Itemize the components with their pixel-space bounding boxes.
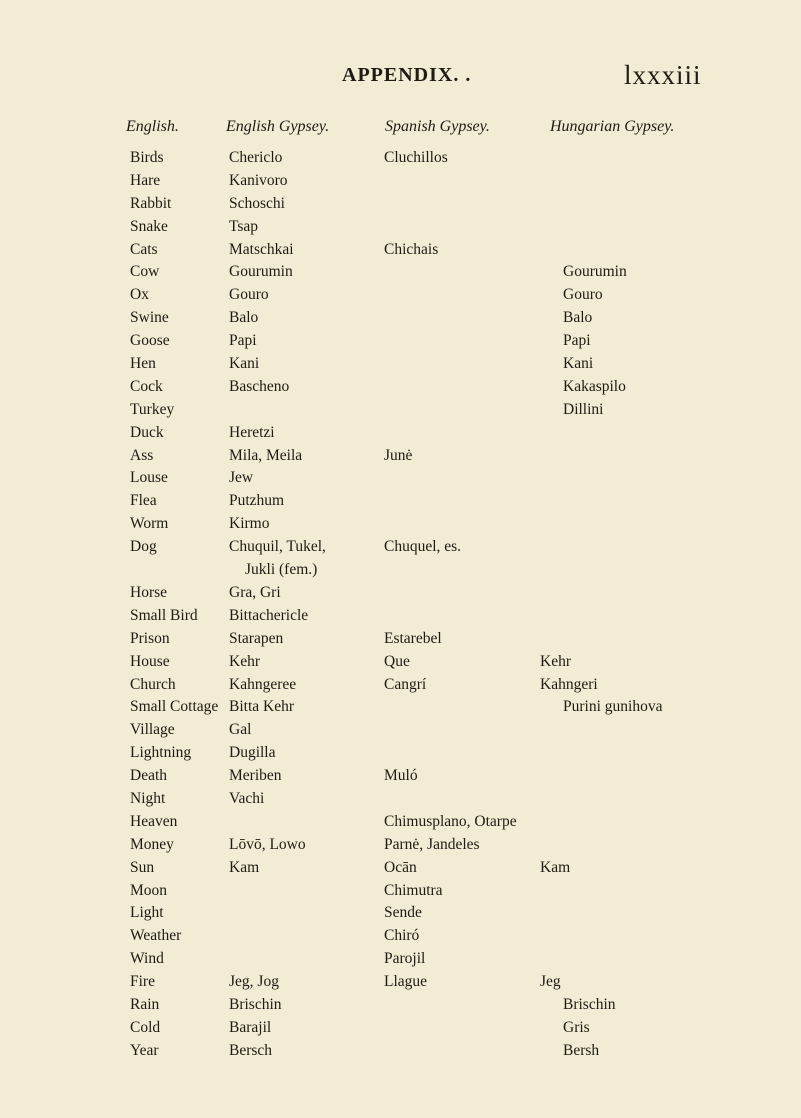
english-word: Ass	[130, 446, 154, 464]
english-gypsey-word: Mila, Meila	[229, 446, 303, 464]
table-row	[0, 674, 801, 697]
hungarian-gypsey-word: Gris	[563, 1018, 590, 1036]
table-row	[0, 742, 801, 765]
spanish-gypsey-word: Muló	[384, 767, 418, 785]
table-row	[0, 994, 801, 1017]
english-word: Louse	[130, 469, 168, 487]
english-gypsey-word: Kani	[229, 355, 260, 373]
column-headers	[0, 118, 801, 142]
table-row	[0, 399, 801, 422]
english-gypsey-word: Schoschi	[229, 194, 285, 212]
spanish-gypsey-word: Que	[384, 652, 410, 670]
table-row	[0, 651, 801, 674]
english-gypsey-word: Kehr	[229, 652, 260, 670]
table-row	[0, 376, 801, 399]
hungarian-gypsey-word: Balo	[563, 309, 593, 327]
table-row	[0, 330, 801, 353]
english-word: Small Cottage	[130, 698, 219, 716]
english-word: Moon	[130, 881, 168, 899]
english-word: Fire	[130, 973, 155, 991]
running-head: APPENDIX. .	[342, 64, 472, 86]
english-word: Cow	[130, 263, 160, 281]
english-gypsey-word: Vachi	[229, 789, 265, 807]
english-gypsey-word: Kahngeree	[229, 675, 297, 693]
hungarian-gypsey-word: Purini gunihova	[563, 698, 663, 716]
hungarian-gypsey-word: Gouro	[563, 286, 603, 304]
english-gypsey-word: Kam	[229, 858, 260, 876]
table-row	[0, 445, 801, 468]
hungarian-gypsey-word: Kehr	[540, 652, 571, 670]
spanish-gypsey-word: Ocān	[384, 858, 417, 876]
english-word: Wind	[130, 950, 164, 968]
english-word: Turkey	[130, 400, 175, 418]
spanish-gypsey-word: Parojil	[384, 950, 426, 968]
english-word: House	[130, 652, 170, 670]
table-row	[0, 490, 801, 513]
column-header-hungarian-gypsey: Hungarian Gypsey.	[550, 118, 675, 135]
column-header-spanish-gypsey: Spanish Gypsey.	[385, 118, 490, 135]
english-word: Rain	[130, 995, 160, 1013]
hungarian-gypsey-word: Jeg	[540, 973, 561, 991]
english-gypsey-word: Papi	[229, 332, 257, 350]
table-row	[0, 605, 801, 628]
english-word: Cock	[130, 377, 163, 395]
hungarian-gypsey-word: Gourumin	[563, 263, 627, 281]
hungarian-gypsey-word: Papi	[563, 332, 591, 350]
spanish-gypsey-word: Cangrí	[384, 675, 427, 693]
english-word: Night	[130, 789, 166, 807]
english-word: Church	[130, 675, 176, 693]
hungarian-gypsey-word: Bersh	[563, 1041, 600, 1059]
english-word: Light	[130, 904, 164, 922]
english-word: Sun	[130, 858, 155, 876]
english-gypsey-word: Meriben	[229, 767, 282, 785]
spanish-gypsey-word: Cluchillos	[384, 149, 448, 166]
spanish-gypsey-word: Chiró	[384, 927, 420, 945]
english-gypsey-word: Brischin	[229, 995, 282, 1013]
english-gypsey-word: Chericlo	[229, 149, 283, 166]
table-row	[0, 284, 801, 307]
english-gypsey-word: Heretzi	[229, 423, 275, 441]
table-row	[0, 948, 801, 971]
table-row	[0, 261, 801, 284]
table-row	[0, 239, 801, 262]
english-word: Year	[130, 1041, 159, 1059]
hungarian-gypsey-word: Brischin	[563, 995, 616, 1013]
table-row	[0, 1017, 801, 1040]
english-word: Money	[130, 835, 174, 853]
english-gypsey-word: Bersch	[229, 1041, 273, 1059]
table-row	[0, 307, 801, 330]
english-word: Duck	[130, 423, 164, 441]
spanish-gypsey-word: Chichais	[384, 240, 439, 258]
english-word: Ox	[130, 286, 149, 304]
table-row	[0, 902, 801, 925]
english-gypsey-word-line: Chuquil, Tukel,	[229, 538, 326, 556]
english-word: Heaven	[130, 812, 178, 830]
english-gypsey-word-continuation: Jukli (fem.)	[245, 561, 318, 579]
table-row	[0, 193, 801, 216]
table-row	[0, 422, 801, 445]
english-gypsey-word: Jeg, Jog	[229, 973, 279, 991]
english-word: Prison	[130, 629, 170, 647]
english-gypsey-word: Balo	[229, 309, 259, 327]
english-gypsey-word: Lōvō, Lowo	[229, 835, 306, 853]
table-row	[0, 811, 801, 834]
english-word: Horse	[130, 583, 168, 601]
table-row	[0, 628, 801, 651]
table-row	[0, 719, 801, 742]
page-header	[0, 60, 801, 98]
spanish-gypsey-word: Sende	[384, 904, 422, 922]
english-gypsey-word: Kanivoro	[229, 171, 288, 189]
table-row	[0, 147, 801, 170]
table-row	[0, 467, 801, 490]
english-gypsey-word: Bittachericle	[229, 606, 309, 624]
column-header-english: English.	[126, 118, 179, 135]
english-word: Goose	[130, 332, 170, 350]
hungarian-gypsey-word: Kakaspilo	[563, 377, 626, 395]
hungarian-gypsey-word: Kam	[540, 858, 571, 876]
table-row	[0, 765, 801, 788]
english-gypsey-word: Gourumin	[229, 263, 293, 281]
english-word: Hare	[130, 171, 161, 189]
table-row	[0, 353, 801, 376]
table-row	[0, 788, 801, 811]
english-gypsey-word: Barajil	[229, 1018, 272, 1036]
hungarian-gypsey-word: Kani	[563, 355, 594, 373]
column-header-english-gypsey: English Gypsey.	[226, 118, 330, 135]
english-word: Village	[130, 721, 175, 739]
english-word: Lightning	[130, 744, 192, 762]
english-gypsey-word: Bascheno	[229, 377, 290, 395]
english-word: Swine	[130, 309, 169, 327]
table-row	[0, 1040, 801, 1063]
spanish-gypsey-word: Junė	[384, 446, 413, 464]
spanish-gypsey-word: Llague	[384, 973, 428, 991]
table-row	[0, 971, 801, 994]
english-gypsey-word: Gouro	[229, 286, 269, 304]
english-word: Hen	[130, 355, 156, 373]
english-word: Dog	[130, 538, 157, 556]
english-gypsey-word: Kirmo	[229, 515, 270, 533]
english-gypsey-word: Jew	[229, 469, 254, 487]
table-row	[0, 857, 801, 880]
english-word: Cold	[130, 1018, 161, 1036]
english-word: Death	[130, 767, 168, 785]
table-row	[0, 582, 801, 605]
english-gypsey-word: Tsap	[229, 217, 259, 235]
english-gypsey-word: Starapen	[229, 629, 284, 647]
english-word: Weather	[130, 927, 182, 945]
table-row	[0, 925, 801, 948]
spanish-gypsey-word: Chuquel, es.	[384, 538, 462, 556]
page-number: lxxxiii	[624, 60, 702, 90]
english-word: Rabbit	[130, 194, 172, 212]
english-gypsey-word: Bitta Kehr	[229, 698, 294, 716]
hungarian-gypsey-word: Dillini	[563, 400, 604, 418]
table-row	[0, 216, 801, 239]
spanish-gypsey-word: Parnė, Jandeles	[384, 835, 480, 853]
table-row	[0, 834, 801, 857]
english-word: Cats	[130, 240, 158, 258]
spanish-gypsey-word: Chimutra	[384, 881, 443, 899]
vocabulary-table	[0, 147, 801, 1063]
english-gypsey-word: Gal	[229, 721, 252, 739]
table-row	[0, 536, 801, 582]
table-row	[0, 880, 801, 903]
english-word: Worm	[130, 515, 169, 533]
table-row	[0, 513, 801, 536]
english-word: Snake	[130, 217, 168, 235]
english-gypsey-word: Gra, Gri	[229, 583, 281, 601]
english-gypsey-word: Matschkai	[229, 240, 294, 258]
table-row	[0, 170, 801, 193]
english-gypsey-word	[229, 536, 326, 582]
hungarian-gypsey-word: Kahngeri	[540, 675, 598, 693]
english-word: Small Bird	[130, 606, 198, 624]
english-word: Birds	[130, 149, 164, 166]
spanish-gypsey-word: Chimusplano, Otarpe	[384, 812, 517, 830]
english-gypsey-word: Dugilla	[229, 744, 276, 762]
english-word: Flea	[130, 492, 157, 510]
spanish-gypsey-word: Estarebel	[384, 629, 442, 647]
english-gypsey-word: Putzhum	[229, 492, 285, 510]
table-row	[0, 696, 801, 719]
